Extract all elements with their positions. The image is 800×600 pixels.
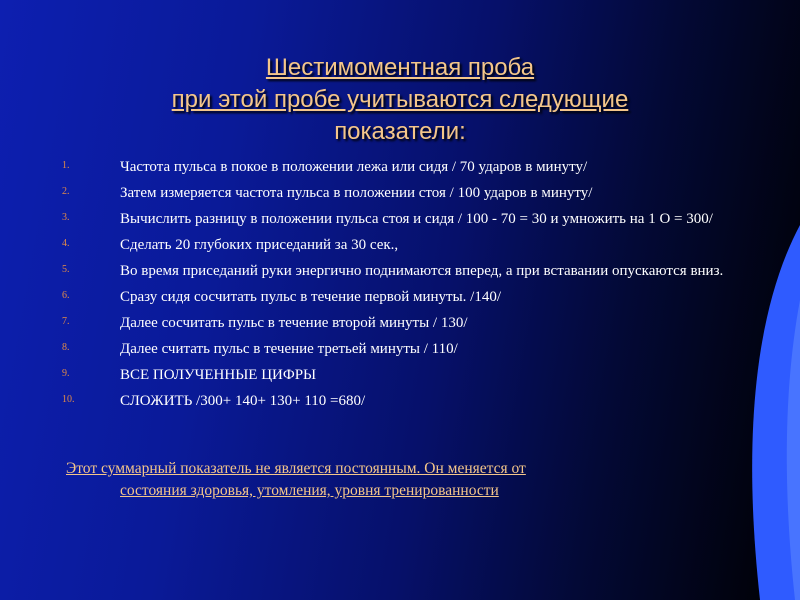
item-text: Сразу сидя сосчитать пульс в течение первой минуты. /140/: [120, 289, 501, 305]
item-number: 1.: [62, 160, 70, 171]
item-number: 6.: [62, 290, 70, 301]
item-number: 3.: [62, 212, 70, 223]
item-number: 8.: [62, 342, 70, 353]
item-text: Вычислить разницу в положении пульса стоя и сидя / 100 - 70 = 30 и умножить на 1 О = 300/: [120, 211, 713, 227]
title-line-1: Шестимоментная проба: [265, 54, 535, 81]
list-item: [58, 262, 738, 280]
list-item: [58, 184, 738, 202]
item-number: 5.: [62, 264, 70, 275]
list-item: [58, 340, 738, 358]
item-text: Затем измеряется частота пульса в положении стоя / 100 ударов в минуту/: [120, 185, 593, 201]
item-number: 7.: [62, 316, 70, 327]
item-text: Сделать 20 глубоких приседаний за 30 сек.,: [120, 237, 399, 253]
item-text: Частота пульса в покое в положении лежа или сидя / 70 ударов в минуту/: [120, 159, 588, 175]
list-item: [58, 314, 738, 332]
list-item: [58, 158, 738, 176]
item-number: 2.: [62, 186, 70, 197]
list-item: [58, 236, 738, 254]
slide-title: [60, 52, 740, 148]
list-item: [58, 210, 738, 228]
summary-line-1: Этот суммарный показатель не является постоянным. Он меняется от: [66, 460, 526, 477]
steps-list: [58, 158, 738, 418]
list-item: [58, 288, 738, 306]
item-text: Во время приседаний руки энергично поднимаются вперед, а при вставании опускаются вниз.: [120, 263, 724, 279]
list-item: [58, 366, 738, 384]
item-number: 9.: [62, 368, 70, 379]
title-line-3: показатели:: [334, 118, 466, 145]
item-text: ВСЕ ПОЛУЧЕННЫЕ ЦИФРЫ: [120, 367, 317, 383]
item-text: СЛОЖИТЬ /300+ 140+ 130+ 110 =680/: [120, 393, 366, 409]
title-line-2: при этой пробе учитываются следующие: [171, 86, 629, 113]
summary-line-2: состояния здоровья, утомления, уровня тренированности: [120, 482, 499, 499]
item-text: Далее сосчитать пульс в течение второй минуты / 130/: [120, 315, 468, 331]
item-text: Далее считать пульс в течение третьей минуты / 110/: [120, 341, 458, 357]
item-number: 4.: [62, 238, 70, 249]
list-item: [58, 392, 738, 410]
item-number: 10.: [62, 394, 75, 405]
summary-note: [66, 458, 706, 502]
